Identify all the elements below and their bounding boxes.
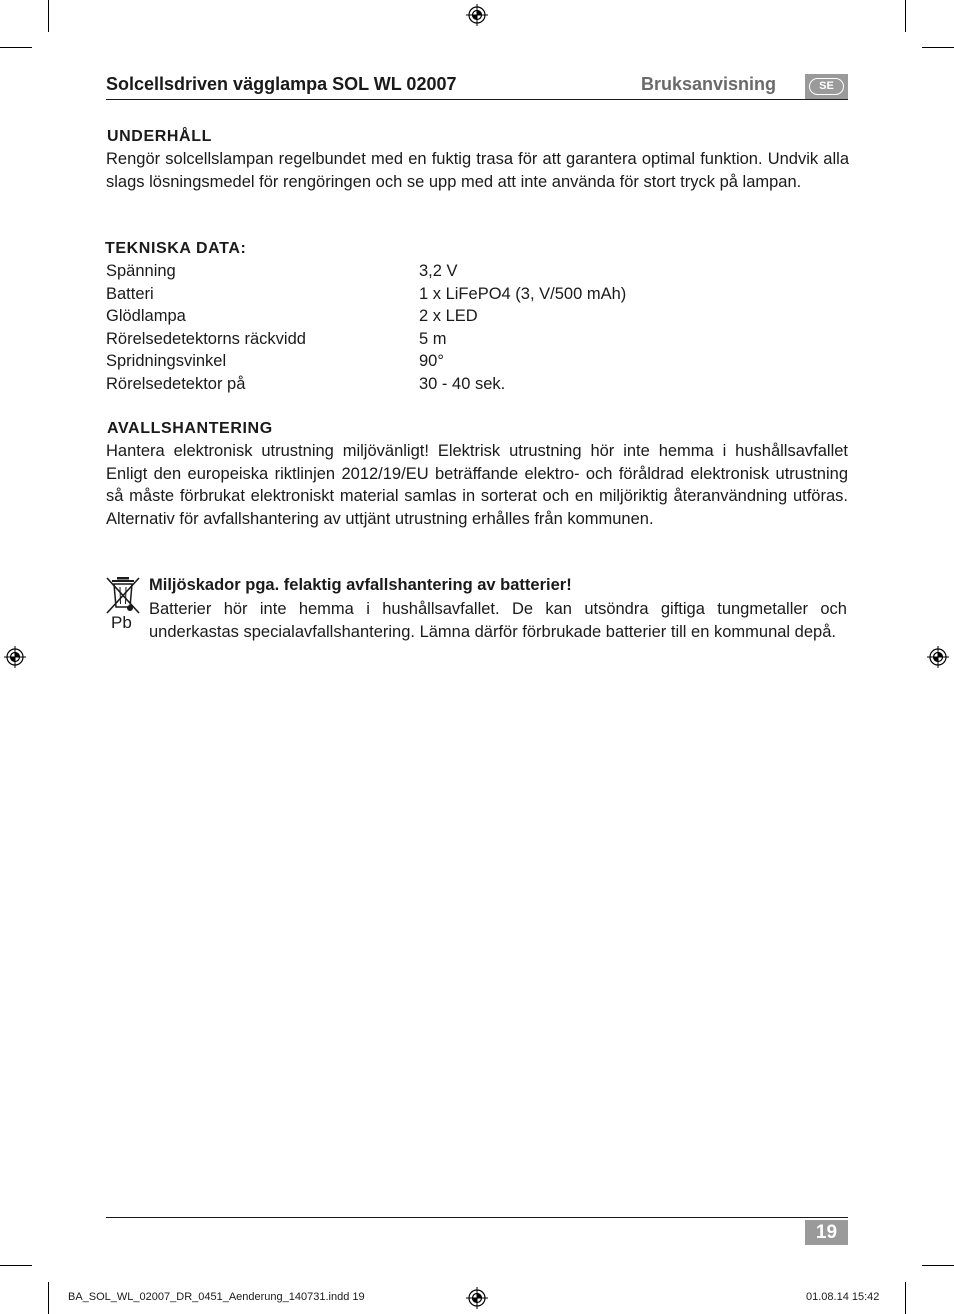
table-row [106,328,706,351]
disposal-heading: AVALLSHANTERING [107,420,273,437]
table-row [106,283,706,306]
page-number: 19 [805,1220,848,1245]
print-slug-date: 01.08.14 15:42 [806,1291,880,1303]
manual-label: Bruksanvisning [641,74,777,94]
spec-value: 90° [419,352,444,370]
crop-mark [922,1265,954,1266]
registration-mark-icon [466,4,488,26]
disposal-text: Hantera elektronisk utrustning miljövänligt! Elektrisk utrustning hör inte hemma i hushållsavfallet Enligt den europeiska riktlinjen 2012/19/EU beträffande elektro- och föråldrad elektronisk utrustning så måste förbrukat elektroniskt material samlas in sorterat och en miljöriktig återanvändning utföras. Alternativ för avfallshantering av uttjänt utrustning erhålles från kommunen. [106,442,848,528]
language-badge-label: SE [809,78,844,95]
crop-mark [0,1265,32,1266]
spec-label: Batteri [106,284,154,303]
crop-mark [48,0,49,32]
table-row [106,260,706,283]
crop-mark [905,0,906,32]
footer-divider [106,1217,848,1218]
crossed-out-wheelie-bin-icon [104,575,142,615]
battery-warning-text: Batterier hör inte hemma i hushållsavfallet. De kan utsöndra giftiga tungmetaller och underkastas specialavfallshantering. Lämna därför förbrukade batterier till en kommunal depå. [149,600,847,641]
spec-value: 3,2 V [419,262,458,280]
print-slug-filename: BA_SOL_WL_02007_DR_0451_Aenderung_140731.indd 19 [68,1291,365,1303]
crop-mark [48,1282,49,1314]
spec-label: Spänning [106,262,176,280]
table-row [106,373,706,396]
maintenance-text: Rengör solcellslampan regelbundet med en fuktig trasa för att garantera optimal funktion. Undvik alla slags lösningsmedel för rengöringen och se upp med att inte använda för stort tryck på lampan. [106,150,849,191]
registration-mark-icon [466,1287,488,1309]
table-row [106,350,706,373]
language-badge [805,74,848,99]
maintenance-heading: UNDERHÅLL [107,128,212,145]
spec-label: Spridningsvinkel [106,352,227,370]
technical-data-table [106,260,706,395]
spec-label: Rörelsedetektorns räckvidd [106,329,306,348]
spec-label: Glödlampa [106,307,186,325]
spec-value: 2 x LED [419,307,478,325]
spec-value: 30 - 40 sek. [419,374,506,393]
spec-value: 1 x LiFePO4 (3, V/500 mAh) [419,284,627,303]
document-title: Solcellsdriven vägglampa SOL WL 02007 [106,74,457,94]
spec-label: Rörelsedetektor på [106,374,246,393]
header-divider [106,99,848,100]
spec-value: 5 m [419,329,447,348]
crop-mark [905,1282,906,1314]
registration-mark-icon [4,646,26,668]
weee-bin-icon [104,575,144,635]
crop-mark [922,47,954,48]
registration-mark-icon [927,646,949,668]
table-row [106,305,706,328]
lead-symbol-label: Pb [111,613,132,632]
crop-mark [0,47,32,48]
battery-warning-title: Miljöskador pga. felaktig avfallshantering av batterier! [149,576,572,594]
technical-data-heading: TEKNISKA DATA: [105,240,247,257]
